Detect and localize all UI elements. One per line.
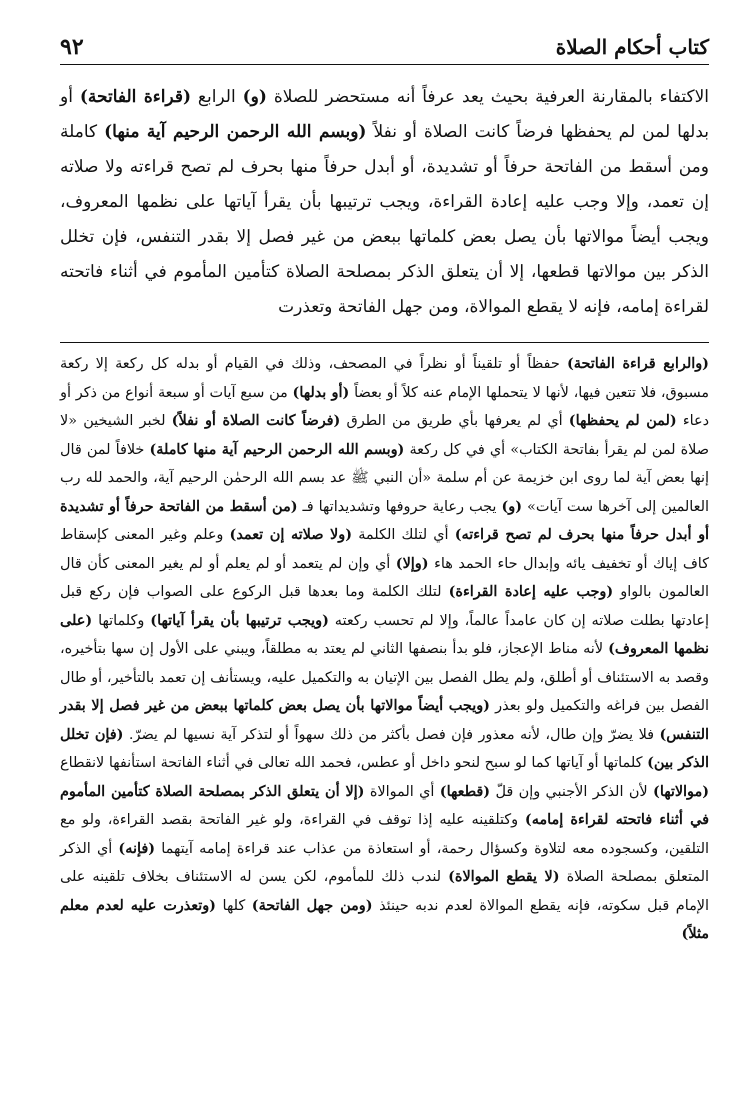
footnote-separator bbox=[60, 342, 709, 343]
page-number: ٩٢ bbox=[60, 34, 84, 60]
footnote-block bbox=[60, 350, 709, 1090]
footnote-paragraph: (والرابع قراءة الفاتحة) حفظاً أو تلقيناً أو نظراً في المصحف، وذلك في القيام أو بدله كل ركعة إلا ركعة مسبوق، فلا تتعين فيها، لأنها لا يتحملها الإمام عنه كلاً أو بعضاً (أو بدلها) من سبع آيات أو سبعة أنواع من ذكر أو دعاء (لمن لم يحفظها) أي لم يعرفها بأي طريق من الطرق (فرضاً كانت الصلاة أو نفلاً) لخبر الشيخين «لا صلاة لمن لم يقرأ بفاتحة الكتاب» أي في كل ركعة (وبسم الله الرحمن الرحيم آية منها كاملة) خلافاً لمن قال إنها بعض آية لما روى ابن خزيمة عن أم سلمة «أن النبي ﷺ عد بسم الله الرحمٰن الرحيم آية، والحمد لله رب العالمين إلى آخرها ست آيات» (و) يجب رعاية حروفها وتشديداتها فـ (من أسقط من الفاتحة حرفاً أو تشديدة أو أبدل حرفاً منها بحرف لم تصح قراءته) أي لتلك الكلمة (ولا صلاته إن تعمد) وعلم وغير المعنى كإسقاط كاف إياك أو تخفيف يائه وإبدال حاء الحمد هاء (وإلا) أي وإن لم يتعمد أو لم يعلم أو لم يغير المعنى كأن قال العالمون بالواو (وجب عليه إعادة القراءة) لتلك الكلمة وما بعدها قبل الركوع على الصواب فإن ركع قبل إعادتها بطلت صلاته إن كان عامداً عالماً، وإلا لم تحسب ركعته (ويجب ترتيبها بأن يقرأ آياتها) وكلماتها (على نظمها المعروف) لأنه مناط الإعجاز، فلو بدأ بنصفها الثاني لم يعتد به مطلقاً، ويبني على الأول إن سها بتأخيره، وقصد به الاستئناف أو أطلق، ولم يطل الفصل بين الإتيان به والتكميل عليه، ويستأنف إن تعمد بالتأخير، أو طال الفصل بين فراغه والتكميل ولو بعذر (ويجب أيضاً موالاتها بأن يصل بعض كلماتها ببعض من غير فصل إلا بقدر التنفس) فلا يضرّ وإن طال، لأنه معذور فإن فصل بأكثر من ذلك سهواً أو لتذكر آية نسيها لم يضرّ. (فإن تخلل الذكر بين) كلماتها أو آياتها كما لو سبح لنحو داخل أو عطس، فحمد الله تعالى في أثناء الفاتحة استأنفها لانقطاع (موالاتها) لأن الذكر الأجنبي وإن قلّ (قطعها) أي الموالاة (إلا أن يتعلق الذكر بمصلحة الصلاة كتأمين المأموم في أثناء فاتحته لقراءة إمامه) وكتلقينه عليه إذا توقف في القراءة، ولو غير الفاتحة بقصد القراءة، ولو مع التلقين، وكسجوده معه لتلاوة وكسؤال رحمة، أو استعاذة من عذاب عند قراءة إمامه آيتهما (فإنه) أي الذكر المتعلق بمصلحة الصلاة (لا يقطع الموالاة) لندب ذلك للمأموم، لكن يسن له الاستئناف بخلاف تلقينه على الإمام قبل سكوته، فإنه يقطع الموالاة لعدم ندبه حينئذ (ومن جهل الفاتحة) كلها (وتعذرت عليه لعدم معلم مثلاً) bbox=[60, 355, 710, 942]
main-text-block bbox=[60, 80, 709, 328]
page-title: كتاب أحكام الصلاة bbox=[555, 35, 709, 59]
main-paragraph: الاكتفاء بالمقارنة العرفية بحيث يعد عرفاً أنه مستحضر للصلاة (و) الرابع (قراءة الفاتحة) أو بدلها لمن لم يحفظها فرضاً كانت الصلاة أو نفلاً (وبسم الله الرحمن الرحيم آية منها) كاملة ومن أسقط من الفاتحة حرفاً أو تشديدة، أو أبدل حرفاً منها بحرف لم تصح قراءته ولا صلاته إن تعمد، وإلا وجب عليه إعادة القراءة، ويجب ترتيبها بأن يقرأ آياتها على نظمها المعروف، ويجب أيضاً موالاتها بأن يصل بعض كلماتها ببعض من غير فصل إلا بقدر التنفس، فإن تخلل الذكر بين موالاتها قطعها، إلا أن يتعلق الذكر بمصلحة الصلاة كتأمين المأموم في أثناء فاتحته لقراءة إمامه، فإنه لا يقطع الموالاة، ومن جهل الفاتحة وتعذرت bbox=[60, 87, 709, 317]
page-header bbox=[60, 30, 709, 65]
